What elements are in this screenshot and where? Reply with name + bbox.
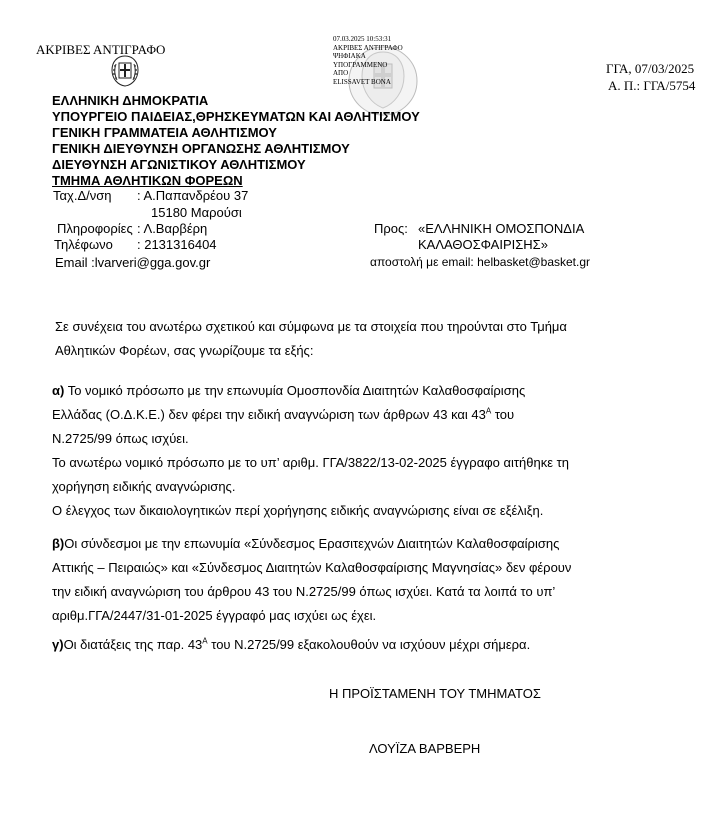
recipient-name: ΚΑΛΑΘΟΣΦΑΙΡΙΣΗΣ»	[418, 237, 548, 252]
greek-emblem-icon	[108, 54, 142, 88]
stamp-line: ΥΠΟΓΡΑΜΜΕΝΟ	[333, 60, 388, 69]
stamp-line: ΑΚΡΙΒΕΣ ΑΝΤΙΓΡΑΦΟ	[333, 43, 403, 52]
text-line: αριθμ.ΓΓΑ/2447/31-01-2025 έγγραφό μας ισχύει ως έχει.	[52, 608, 377, 623]
text-line: Σε συνέχεια του ανωτέρω σχετικού και σύμφωνα με τα στοιχεία που τηρούνται στο Τμήμα	[55, 319, 567, 334]
header-line: ΓΕΝΙΚΗ ΓΡΑΜΜΑΤΕΙΑ ΑΘΛΗΤΙΣΜΟΥ	[52, 125, 277, 140]
text-line: χορήγηση ειδικής αναγνώρισης.	[52, 479, 236, 494]
text-line: Οι διατάξεις της παρ. 43	[63, 637, 203, 652]
text-line: Οι σύνδεσμοι με την επωνυμία «Σύνδεσμος Ερασιτεχνών Διαιτητών Καλαθοσφαίρισης	[64, 536, 560, 551]
text-line: Αττικής – Πειραιώς» και «Σύνδεσμος Διαιτητών Καλαθοσφαίρισης Μαγνησίας» δεν φέρουν	[52, 560, 572, 575]
address-label: Ταχ.Δ/νση	[53, 188, 112, 203]
document-date: ΓΓΑ, 07/03/2025	[606, 61, 695, 76]
signatory-title: Η ΠΡΟΪΣΤΑΜΕΝΗ ΤΟΥ ΤΜΗΜΑΤΟΣ	[329, 686, 541, 701]
protocol-number: Α. Π.: ΓΓΑ/5754	[608, 78, 696, 93]
paragraph-marker: γ)	[52, 637, 64, 652]
sender-email: Email :lvarveri@gga.gov.gr	[55, 255, 211, 270]
info-label: Πληροφορίες	[57, 221, 133, 236]
letterhead	[52, 93, 420, 189]
paragraph-marker: β)	[52, 536, 65, 551]
header-line: ΔΙΕΥΘΥΝΣΗ ΑΓΩΝΙΣΤΙΚΟΥ ΑΘΛΗΤΙΣΜΟΥ	[52, 157, 306, 172]
recipient-name: «ΕΛΛΗΝΙΚΗ ΟΜΟΣΠΟΝΔΙΑ	[418, 221, 585, 236]
text-line: του Ν.2725/99 εξακολουθούν να ισχύουν μέχρι σήμερα.	[207, 637, 531, 652]
text-line: Αθλητικών Φορέων, σας γνωρίζουμε τα εξής:	[55, 343, 314, 358]
accurate-copy-stamp: ΑΚΡΙΒΕΣ ΑΝΤΙΓΡΑΦΟ	[36, 42, 166, 57]
text-line: Ο έλεγχος των δικαιολογητικών περί χορήγησης ειδικής αναγνώρισης είναι σε εξέλιξη.	[52, 503, 544, 518]
header-line: ΕΛΛΗΝΙΚΗ ΔΗΜΟΚΡΑΤΙΑ	[52, 93, 209, 108]
text-line: Ελλάδας (Ο.Δ.Κ.Ε.) δεν φέρει την ειδική αναγνώριση των άρθρων 43 και 43	[52, 407, 486, 422]
stamp-line: ΨΗΦΙΑΚΑ	[333, 52, 366, 60]
stamp-line: ELISSAVET BONA	[333, 77, 391, 86]
phone-label: Τηλέφωνο	[54, 237, 113, 252]
digital-stamp-text	[333, 35, 403, 86]
paragraph-b	[52, 532, 571, 628]
info-value: : Λ.Βαρβέρη	[137, 221, 208, 236]
text-line: του	[491, 407, 515, 422]
header-line: ΤΜΗΜΑ ΑΘΛΗΤΙΚΩΝ ΦΟΡΕΩΝ	[52, 173, 243, 188]
reference-block	[606, 60, 695, 94]
stamp-line: ΑΠΟ	[333, 69, 349, 77]
superscript: Α	[202, 636, 208, 646]
recipient-label: Προς:	[374, 221, 408, 236]
paragraph-c	[52, 633, 530, 657]
superscript: Α	[485, 406, 492, 416]
text-line: Το νομικό πρόσωπο με την επωνυμία Ομοσπονδία Διαιτητών Καλαθοσφαίρισης	[64, 383, 526, 398]
recipient-email: αποστολή με email: helbasket@basket.gr	[370, 255, 591, 269]
stamp-timestamp: 07.03.2025 10:53:31	[333, 35, 392, 43]
paragraph-a	[52, 379, 569, 523]
text-line: την ειδική αναγνώριση του άρθρου 43 του Ν.2725/99 όπως ισχύει. Κατά τα λοιπά το υπ’	[52, 584, 556, 599]
address-value: : Α.Παπανδρέου 37	[137, 188, 249, 203]
text-line: Ν.2725/99 όπως ισχύει.	[52, 431, 189, 446]
signatory-name: ΛΟΥΪΖΑ ΒΑΡΒΕΡΗ	[369, 741, 481, 756]
header-line: ΓΕΝΙΚΗ ΔΙΕΥΘΥΝΣΗ ΟΡΓΑΝΩΣΗΣ ΑΘΛΗΤΙΣΜΟΥ	[52, 141, 350, 156]
text-line: Το ανωτέρω νομικό πρόσωπο με το υπ’ αριθμ. ΓΓΑ/3822/13-02-2025 έγγραφο αιτήθηκε τη	[52, 455, 569, 470]
address-postcode: 15180 Μαρούσι	[151, 205, 242, 220]
header-line: ΥΠΟΥΡΓΕΙΟ ΠΑΙΔΕΙΑΣ,ΘΡΗΣΚΕΥΜΑΤΩΝ ΚΑΙ ΑΘΛΗΤΙΣΜΟΥ	[52, 109, 420, 124]
phone-value: : 2131316404	[137, 237, 217, 252]
paragraph-marker: α)	[52, 383, 65, 398]
intro-paragraph	[55, 315, 567, 363]
